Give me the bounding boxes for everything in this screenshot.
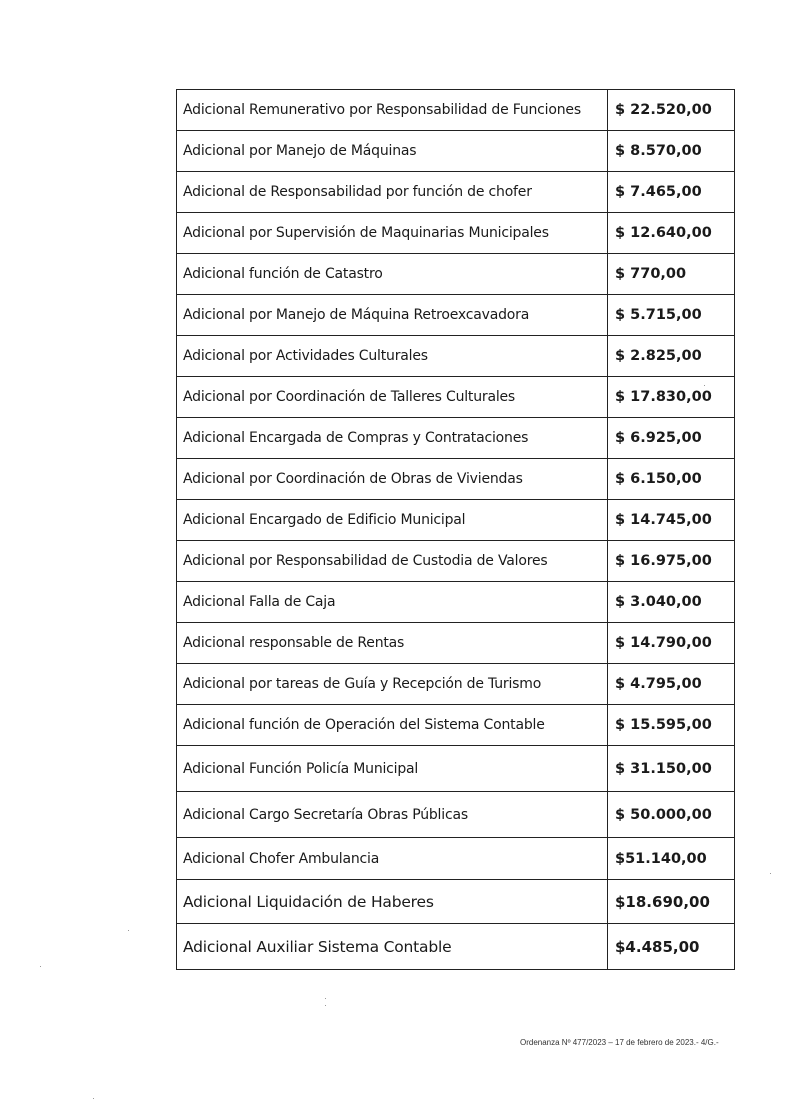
- row-amount: $ 17.830,00: [608, 377, 735, 418]
- row-amount: $ 5.715,00: [608, 295, 735, 336]
- scan-speck: [325, 998, 326, 999]
- table-row: [177, 500, 735, 541]
- table-row: [177, 459, 735, 500]
- row-label: Adicional Remunerativo por Responsabilidad de Funciones: [177, 90, 608, 131]
- row-amount: $ 770,00: [608, 254, 735, 295]
- row-amount: $ 14.790,00: [608, 623, 735, 664]
- table-row: [177, 792, 735, 838]
- row-label: Adicional Encargada de Compras y Contrataciones: [177, 418, 608, 459]
- table-row: [177, 254, 735, 295]
- table-row: [177, 90, 735, 131]
- table-row: [177, 377, 735, 418]
- scan-speck: [704, 385, 705, 386]
- scan-speck: [325, 1005, 326, 1006]
- ordinance-footer: Ordenanza Nº 477/2023 – 17 de febrero de 2023.- 4/G.-: [520, 1038, 719, 1047]
- row-label: Adicional Liquidación de Haberes: [177, 880, 608, 924]
- row-label: Adicional Auxiliar Sistema Contable: [177, 924, 608, 970]
- adicionales-table-body: [177, 90, 735, 970]
- row-amount: $ 31.150,00: [608, 746, 735, 792]
- row-label: Adicional por Coordinación de Obras de Viviendas: [177, 459, 608, 500]
- row-label: Adicional Encargado de Edificio Municipal: [177, 500, 608, 541]
- row-amount: $ 15.595,00: [608, 705, 735, 746]
- table-row: [177, 213, 735, 254]
- row-label: Adicional por Manejo de Máquina Retroexcavadora: [177, 295, 608, 336]
- table-row: [177, 880, 735, 924]
- row-label: Adicional Cargo Secretaría Obras Públicas: [177, 792, 608, 838]
- row-label: Adicional por Manejo de Máquinas: [177, 131, 608, 172]
- table-row: [177, 924, 735, 970]
- row-label: Adicional responsable de Rentas: [177, 623, 608, 664]
- row-label: Adicional función de Catastro: [177, 254, 608, 295]
- table-row: [177, 172, 735, 213]
- table-row: [177, 746, 735, 792]
- row-label: Adicional por Coordinación de Talleres Culturales: [177, 377, 608, 418]
- row-amount: $ 3.040,00: [608, 582, 735, 623]
- row-amount: $18.690,00: [608, 880, 735, 924]
- row-label: Adicional de Responsabilidad por función de chofer: [177, 172, 608, 213]
- table-row: [177, 541, 735, 582]
- row-amount: $ 4.795,00: [608, 664, 735, 705]
- row-amount: $ 50.000,00: [608, 792, 735, 838]
- table-row: [177, 838, 735, 880]
- scan-speck: [128, 930, 129, 931]
- table-row: [177, 705, 735, 746]
- table-row: [177, 295, 735, 336]
- table-row: [177, 336, 735, 377]
- row-label: Adicional función de Operación del Sistema Contable: [177, 705, 608, 746]
- row-amount: $ 6.925,00: [608, 418, 735, 459]
- row-amount: $ 2.825,00: [608, 336, 735, 377]
- table-row: [177, 131, 735, 172]
- row-label: Adicional Falla de Caja: [177, 582, 608, 623]
- table-row: [177, 664, 735, 705]
- row-label: Adicional Función Policía Municipal: [177, 746, 608, 792]
- row-amount: $51.140,00: [608, 838, 735, 880]
- row-amount: $ 7.465,00: [608, 172, 735, 213]
- table-row: [177, 623, 735, 664]
- row-amount: $ 6.150,00: [608, 459, 735, 500]
- row-label: Adicional Chofer Ambulancia: [177, 838, 608, 880]
- row-amount: $ 14.745,00: [608, 500, 735, 541]
- scan-speck: [40, 966, 41, 967]
- row-amount: $ 8.570,00: [608, 131, 735, 172]
- adicionales-table: [176, 89, 735, 970]
- scan-speck: [93, 1098, 94, 1099]
- row-label: Adicional por Responsabilidad de Custodia de Valores: [177, 541, 608, 582]
- row-label: Adicional por tareas de Guía y Recepción de Turismo: [177, 664, 608, 705]
- row-amount: $ 16.975,00: [608, 541, 735, 582]
- row-amount: $ 12.640,00: [608, 213, 735, 254]
- row-label: Adicional por Actividades Culturales: [177, 336, 608, 377]
- row-amount: $4.485,00: [608, 924, 735, 970]
- row-label: Adicional por Supervisión de Maquinarias Municipales: [177, 213, 608, 254]
- scan-speck: [770, 873, 771, 874]
- row-amount: $ 22.520,00: [608, 90, 735, 131]
- table-row: [177, 582, 735, 623]
- table-row: [177, 418, 735, 459]
